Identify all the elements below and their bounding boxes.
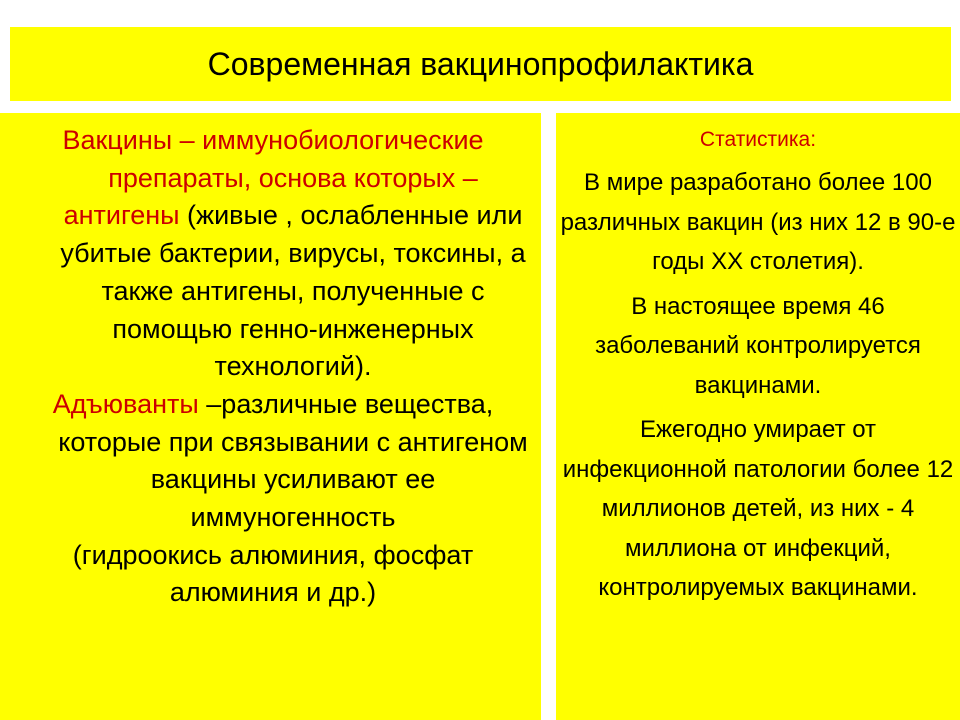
- vaccines-definition: [10, 122, 536, 386]
- vaccines-term: Вакцины – иммунобиологические препараты, основа которых – антигены: [62, 125, 484, 231]
- adjuvants-description: –различные вещества, которые при связывании с антигеном вакцины усиливают ее иммуногенность: [58, 388, 528, 533]
- right-panel-text: [560, 120, 956, 613]
- statistics-diseases-controlled: В настоящее время 46 заболеваний контролируется вакцинами.: [595, 292, 921, 399]
- adjuvants-definition: [10, 386, 536, 537]
- adjuvants-examples: (гидроокись алюминия, фосфат алюминия и др.): [72, 539, 474, 608]
- vaccines-description: (живые , ослабленные или убитые бактерии, вирусы, токсины, а также антигены, полученные с помощью генно-инженерных технологий).: [60, 200, 526, 382]
- statistics-child-mortality: Ежегодно умирает от инфекционной патологии более 12 миллионов детей, из них - 4 миллиона от инфекций, контролируемых вакцинами.: [562, 416, 954, 601]
- statistics-vaccines-count: В мире разработано более 100 различных вакцин (из них 12 в 90-е годы XX столетия).: [560, 169, 956, 275]
- left-panel-text: [10, 122, 536, 612]
- adjuvants-term: Адъюванты: [52, 388, 199, 419]
- statistics-heading: Статистика:: [699, 128, 817, 151]
- slide-title: Современная вакцинопрофилактика: [207, 45, 754, 82]
- title-banner: [10, 27, 951, 101]
